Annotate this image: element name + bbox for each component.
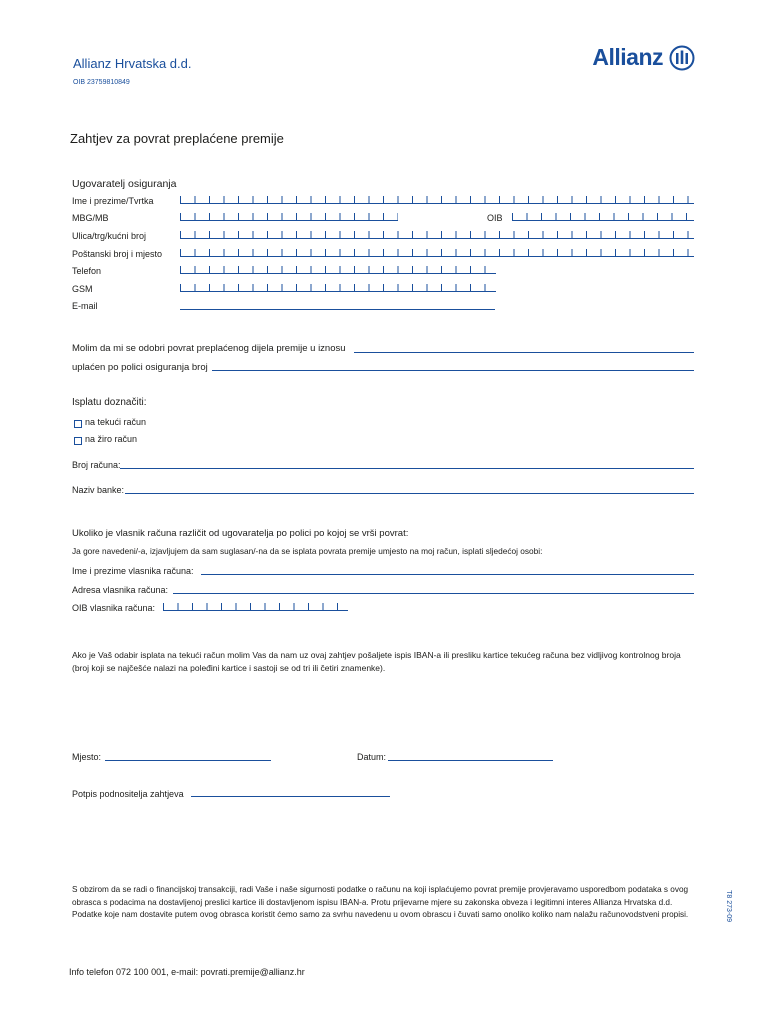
bank-name-label: Naziv banke: <box>72 485 125 495</box>
giro-account-label: na žiro račun <box>85 434 138 444</box>
oib-field[interactable] <box>512 213 694 221</box>
name-label: Ime i prezime/Tvrtka <box>72 196 154 206</box>
logo-text: Allianz <box>592 44 663 70</box>
phone-field[interactable] <box>180 266 496 274</box>
bank-name-field[interactable] <box>125 493 694 494</box>
owner-name-label: Ime i prezime vlasnika računa: <box>72 566 194 576</box>
owner-name-field[interactable] <box>201 574 694 575</box>
street-field[interactable] <box>180 231 694 239</box>
giro-account-checkbox[interactable] <box>74 437 82 445</box>
gsm-label: GSM <box>72 284 93 294</box>
place-field[interactable] <box>105 760 271 761</box>
place-label: Mjesto: <box>72 752 102 762</box>
date-label: Datum: <box>357 752 387 762</box>
iban-note: Ako je Vaš odabir isplata na tekući račun molim Vas da nam uz ovaj zahtjev pošaljete ispis IBAN-a ili presliku kartice tekućeg računa bez vidljivog kontrolnog broja (broj koji se najčešće nalazi na poleđini kartice i sastoji se od tri ili četiri znamenke). <box>72 650 681 673</box>
name-field[interactable] <box>180 196 694 204</box>
postal-label: Poštanski broj i mjesto <box>72 249 163 259</box>
date-field[interactable] <box>388 760 553 761</box>
oib-label: OIB <box>487 213 503 223</box>
current-account-checkbox[interactable] <box>74 420 82 428</box>
account-number-label: Broj računa: <box>72 460 121 470</box>
consent-statement: Ja gore navedeni/-a, izjavljujem da sam suglasan/-na da se isplata povrata premije umjesto na moj račun, isplati sljedećoj osobi: <box>72 546 543 556</box>
policyholder-heading: Ugovaratelj osiguranja <box>72 178 177 190</box>
owner-oib-field[interactable] <box>163 603 348 611</box>
current-account-label: na tekući račun <box>85 417 147 427</box>
owner-address-field[interactable] <box>173 593 694 594</box>
account-number-field[interactable] <box>120 468 694 469</box>
signature-field[interactable] <box>191 796 390 797</box>
postal-field[interactable] <box>180 249 694 257</box>
phone-label: Telefon <box>72 266 102 276</box>
company-oib: OIB 23759810849 <box>73 79 130 86</box>
mbg-field[interactable] <box>180 213 398 221</box>
signature-label: Potpis podnositelja zahtjeva <box>72 789 184 799</box>
owner-oib-label: OIB vlasnika računa: <box>72 603 156 613</box>
form-title: Zahtjev za povrat preplaćene premije <box>70 131 284 146</box>
email-field[interactable] <box>180 309 495 310</box>
policy-number-field[interactable] <box>212 370 694 371</box>
mbg-label: MBG/MB <box>72 213 109 223</box>
allianz-logo <box>592 44 695 71</box>
allianz-eagle-icon <box>669 45 695 71</box>
policy-number-label: uplaćen po polici osiguranja broj <box>72 362 208 373</box>
refund-amount-label: Molim da mi se odobri povrat preplaćenog dijela premije u iznosu <box>72 343 346 354</box>
company-name: Allianz Hrvatska d.d. <box>73 56 192 71</box>
form-code: T8 273-09 <box>725 890 732 922</box>
other-owner-heading: Ukoliko je vlasnik računa različit od ugovaratelja po polici po kojoj se vrši povrat: <box>72 528 409 539</box>
gsm-field[interactable] <box>180 284 496 292</box>
refund-amount-field[interactable] <box>354 352 694 353</box>
payment-heading: Isplatu doznačiti: <box>72 397 147 408</box>
footer-contact: Info telefon 072 100 001, e-mail: povrati.premije@allianz.hr <box>69 967 305 977</box>
privacy-disclaimer: S obzirom da se radi o financijskoj transakciji, radi Vaše i naše sigurnosti podatke o računu na koji isplaćujemo povrat premije provjeravamo usporedbom podataka s ovog obrasca s podacima na dostavljenoj preslici kartice ili dostavljenom ispisu IBAN-a. Protu prijevarne mjere su zakonska obveza i legitimni interes Allianza Hrvatska d.d. Podatke koje nam dostavite putem ovog obrasca koristit ćemo samo za svrhu navedenu u ovom obrascu i čuvati samo onoliko koliko nam nalažu računovodstveni propisi. <box>72 885 689 919</box>
street-label: Ulica/trg/kućni broj <box>72 231 147 241</box>
email-label: E-mail <box>72 301 98 311</box>
owner-address-label: Adresa vlasnika računa: <box>72 585 169 595</box>
